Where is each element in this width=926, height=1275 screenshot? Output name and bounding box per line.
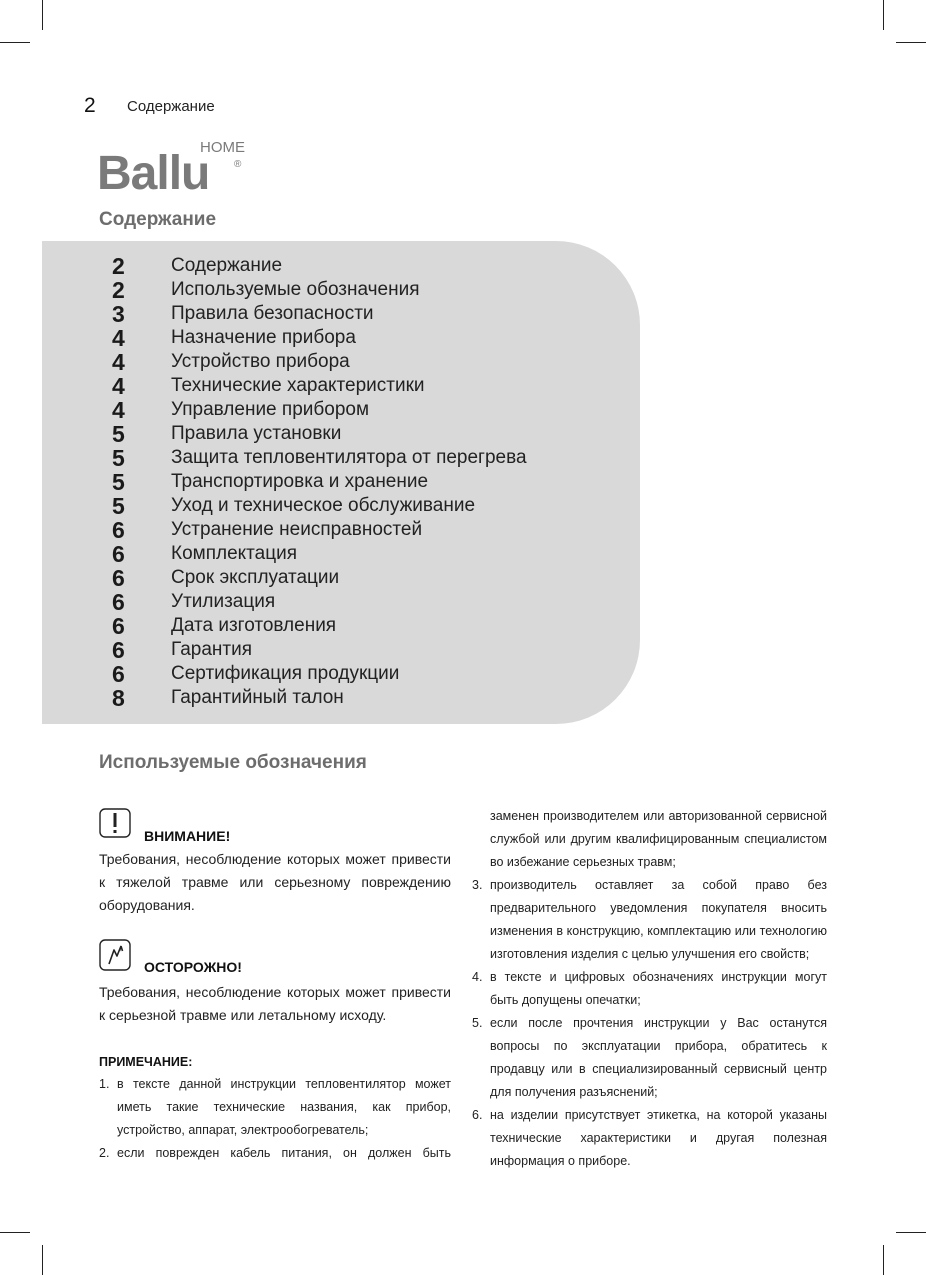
toc-entry[interactable] — [112, 422, 527, 446]
toc-entry[interactable] — [112, 518, 527, 542]
crop-mark — [896, 1232, 926, 1233]
crop-mark — [883, 1245, 884, 1275]
toc-label: Технические характеристики — [171, 375, 425, 396]
page-number: 2 — [84, 94, 96, 117]
toc-entry[interactable] — [112, 662, 527, 686]
note-title: ПРИМЕЧАНИЕ: — [99, 1055, 193, 1069]
list-number: 5. — [472, 1016, 483, 1030]
toc-page-number: 4 — [112, 348, 125, 375]
toc-page-number: 2 — [112, 276, 125, 303]
crop-mark — [0, 42, 30, 43]
list-item — [472, 1012, 827, 1104]
toc-entry[interactable] — [112, 638, 527, 662]
list-text: в тексте данной инструкции тепловентилятор может иметь такие технические названия, как прибор, устройство, аппарат, электрообогреватель; — [117, 1077, 451, 1137]
toc-entry[interactable] — [112, 446, 527, 470]
note-list — [99, 1073, 451, 1165]
toc-label: Утилизация — [171, 591, 276, 612]
toc-label: Комплектация — [171, 543, 298, 564]
list-text: если после прочтения инструкции у Вас останутся вопросы по эксплуатации прибора, обратитесь к продавцу или в специализированный сервисный центр для получения разъяснений; — [490, 1016, 827, 1099]
toc-page-number: 5 — [112, 444, 125, 471]
list-continuation: заменен производителем или авторизованной сервисной службой или другим квалифицированным специалистом во избежание серьезных травм; — [490, 809, 827, 869]
toc-list — [112, 254, 527, 710]
toc-page-number: 5 — [112, 468, 125, 495]
toc-page-number: 6 — [112, 612, 125, 639]
toc-entry[interactable] — [112, 566, 527, 590]
toc-page-number: 4 — [112, 396, 125, 423]
toc-label: Содержание — [171, 255, 283, 276]
toc-page-number: 3 — [112, 300, 125, 327]
list-number: 4. — [472, 970, 483, 984]
toc-entry[interactable] — [112, 302, 527, 326]
toc-page-number: 6 — [112, 636, 125, 663]
toc-entry[interactable] — [112, 398, 527, 422]
svg-text:Ballu: Ballu — [97, 147, 210, 196]
toc-entry[interactable] — [112, 590, 527, 614]
svg-text:HOME: HOME — [200, 139, 245, 156]
list-item — [99, 1073, 451, 1142]
toc-label: Уход и техническое обслуживание — [171, 495, 476, 516]
toc-entry[interactable] — [112, 254, 527, 278]
toc-label: Устройство прибора — [171, 351, 350, 372]
toc-entry[interactable] — [112, 374, 527, 398]
toc-page-number: 4 — [112, 324, 125, 351]
toc-label: Сертификация продукции — [171, 663, 400, 684]
crop-mark — [42, 1245, 43, 1275]
list-item — [472, 874, 827, 966]
svg-text:®: ® — [234, 159, 242, 170]
toc-label: Защита тепловентилятора от перегрева — [171, 447, 527, 468]
note-list-continued — [472, 874, 827, 1173]
caution-heading — [99, 939, 451, 975]
caution-text: Требования, несоблюдение которых может привести к серьезной травме или летальному исходу. — [99, 984, 451, 1023]
toc-entry[interactable] — [112, 470, 527, 494]
lightning-icon — [99, 939, 131, 969]
list-number: 6. — [472, 1108, 483, 1122]
list-item — [99, 1142, 451, 1165]
toc-entry[interactable] — [112, 614, 527, 638]
symbols-title: Используемые обозначения — [99, 752, 367, 773]
toc-label: Гарантийный талон — [171, 687, 344, 708]
toc-entry[interactable] — [112, 686, 527, 710]
list-item — [472, 966, 827, 1012]
brand-logo — [97, 136, 257, 196]
toc-label: Правила безопасности — [171, 303, 374, 324]
toc-label: Срок эксплуатации — [171, 567, 340, 588]
list-text: в тексте и цифровых обозначениях инструкции могут быть допущены опечатки; — [490, 970, 827, 1007]
toc-label: Управление прибором — [171, 399, 370, 420]
toc-page-number: 8 — [112, 684, 125, 711]
toc-label: Дата изготовления — [171, 615, 337, 636]
toc-entry[interactable] — [112, 542, 527, 566]
toc-page-number: 5 — [112, 492, 125, 519]
toc-label: Транспортировка и хранение — [171, 471, 429, 492]
list-text: на изделии присутствует этикетка, на которой указаны технические характеристики и другая полезная информация о приборе. — [490, 1108, 827, 1168]
toc-page-number: 5 — [112, 420, 125, 447]
toc-label: Назначение прибора — [171, 327, 356, 348]
left-column — [99, 808, 451, 1165]
list-number: 1. — [99, 1077, 110, 1091]
toc-entry[interactable] — [112, 494, 527, 518]
toc-page-number: 6 — [112, 564, 125, 591]
list-number: 3. — [472, 878, 483, 892]
toc-page-number: 6 — [112, 540, 125, 567]
toc-label: Используемые обозначения — [171, 279, 420, 300]
toc-page-number: 6 — [112, 588, 125, 615]
right-column — [472, 805, 827, 1173]
toc-page-number: 6 — [112, 516, 125, 543]
caution-title: ОСТОРОЖНО! — [144, 959, 242, 975]
toc-title: Содержание — [99, 209, 217, 230]
toc-label: Устранение неисправностей — [171, 519, 423, 540]
toc-page-number: 6 — [112, 660, 125, 687]
toc-entry[interactable] — [112, 278, 527, 302]
toc-entry[interactable] — [112, 326, 527, 350]
list-number: 2. — [99, 1146, 110, 1160]
warning-text: Требования, несоблюдение которых может привести к тяжелой травме или серьезному повреждению оборудования. — [99, 851, 451, 913]
crop-mark — [42, 0, 43, 30]
crop-mark — [883, 0, 884, 30]
toc-entry[interactable] — [112, 350, 527, 374]
crop-mark — [0, 1232, 30, 1233]
toc-page-number: 2 — [112, 252, 125, 279]
list-text: производитель оставляет за собой право без предварительного уведомления покупателя вносить изменения в конструкцию, комплектацию или технологию изготовления изделия с целью улучшения его свойств; — [490, 878, 827, 961]
toc-label: Гарантия — [171, 639, 253, 660]
crop-mark — [896, 42, 926, 43]
list-text: если поврежден кабель питания, он должен быть — [117, 1146, 451, 1160]
exclamation-icon — [99, 808, 131, 838]
warning-heading — [99, 808, 451, 844]
list-item — [472, 1104, 827, 1173]
toc-label: Правила установки — [171, 423, 342, 444]
toc-page-number: 4 — [112, 372, 125, 399]
running-header: Содержание — [127, 98, 215, 115]
warning-title: ВНИМАНИЕ! — [144, 828, 231, 844]
